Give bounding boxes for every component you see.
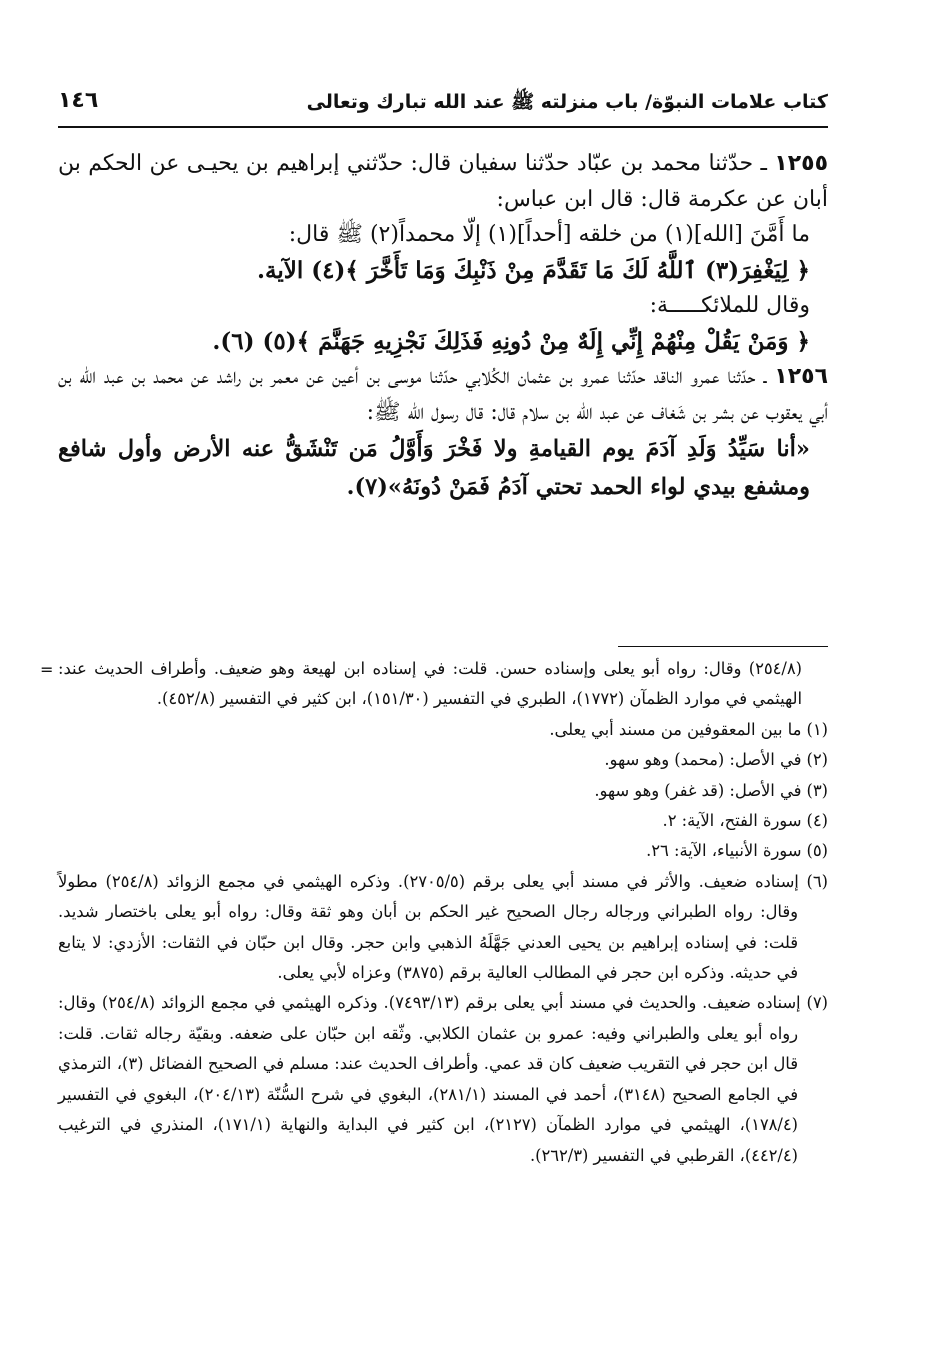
continuation-mark: = — [40, 660, 54, 679]
footnote-7: (٧) إسناده ضعيف. والحديث في مسند أبي يعلى برقم (٧٤٩٣/١٣). وذكره الهيثمي في مجمع الزوائد (٢٥٤/٨) وقال: رواه أبو يعلى والطبراني وفيه: عمرو بن عثمان الكلابي. وثّقه ابن حبّان على ضعفه. وبقيّة رجاله ثقات. قلت: قال ابن حجر في التقريب ضعيف كان قد عمي. وأطراف الحديث عند: مسلم في الصحيح الفضائل (٣)، الترمذي في الجامع الصحيح (٣١٤٨)، أحمد في المسند (٢٨١/١)، البغوي في شرح السُّنّة (٢٠٤/١٣)، البغوي في التفسير (١٧٨/٤)، الهيثمي في موارد الظمآن (٢١٢٧)، ابن كثير في البداية والنهاية (١٧١/١)، المنذري في الترغيب (٤٤٢/٤)، القرطبي في التفسير (٢٦٢/٣). — [58, 993, 828, 1165]
running-header — [58, 86, 828, 128]
hadith-1256-matn: «أنا سَيِّدُ وَلَدِ آدَمَ يوم القيامةِ ولا فَخْرَ وَأَوَّلُ مَن تَنْشَقُّ عنه الأرض وأول شافع ومشفع بيدي لواء الحمد تحتي آدَمُ فَمَنْ دُونَهُ»(٧). — [58, 436, 810, 500]
quran-verse-fath: ﴿ لِيَغْفِرَ(٣) ٱللَّهُ لَكَ مَا تَقَدَّمَ مِنْ ذَنْبِكَ وَمَا تَأَخَّرَ ﴾(٤) الآية. — [257, 256, 810, 284]
page-number: ١٤٦ — [58, 88, 99, 113]
quran-verse-anbiya: ﴿ وَمَنْ يَقُلْ مِنْهُمْ إِنِّي إِلَهٌ مِنْ دُونِهِ فَذَلِكَ نَجْزِيهِ جَهَنَّمَ ﴾(٥) (٦). — [212, 327, 810, 355]
footnote-1: (١) ما بين المعقوفين من مسند أبي يعلى. — [549, 719, 828, 739]
hadith-1255-line1: ما أَمَّنَ [الله](١) من خلقه [أحداً](١) إلّا محمداً(٢) ﷺ قال: — [288, 222, 810, 247]
footnote-5: (٥) سورة الأنبياء، الآية: ٢٦. — [646, 841, 828, 861]
hadith-number-1256: ١٢٥٦ — [774, 364, 828, 389]
main-text — [58, 146, 828, 506]
footnote-2: (٢) في الأصل: (محمد) وهو سهو. — [604, 750, 828, 770]
hadith-1255-line2: وقال للملائكـــــة: — [649, 293, 810, 318]
header-title: كتاب علامات النبوّة/ باب منزلته ﷺ عند الله تبارك وتعالى — [306, 91, 828, 113]
hadith-1256-isnad-text: ـ حدّثنا عمرو الناقد حدّثنا عمرو بن عثمان الكُلابي حدّثنا موسى بن أعين عن معمر بن راشد عن محمد بن عبد الله بن أبي يعقوب عن بشر بن شَغاف عن عبد الله بن سلام قال: قال رسول الله ﷺ: — [58, 364, 828, 425]
footnote-3: (٣) في الأصل: (قد غفر) وهو سهو. — [594, 780, 828, 800]
hadith-1255-isnad — [58, 146, 828, 217]
hadith-1256-isnad — [58, 359, 828, 430]
hadith-number-1255: ١٢٥٥ — [774, 151, 828, 176]
footnote-4: (٤) سورة الفتح، الآية: ٢. — [662, 811, 828, 831]
footnote-separator — [618, 646, 828, 647]
hadith-1255-isnad-text: ـ حدّثنا محمد بن عبّاد حدّثنا سفيان قال: حدّثني إبراهيم بن يحيـى عن الحكم بن أبان عن عكرمة قال: قال ابن عباس: — [58, 151, 828, 212]
footnote-6: (٦) إسناده ضعيف. والأثر في مسند أبي يعلى برقم (٢٧٠٥/٥). وذكره الهيثمي في مجمع الزوائد (٢٥٤/٨) مطولاً وقال: رواه الطبراني ورجاله رجال الصحيح غير الحكم بن أبان وهو ثقة وقال: رواه أبو يعلى باختصار شديد. قلت: في إسناده إبراهيم بن يحيى العدني جَهَّلَهُ الذهبي وابن حجر. وقال ابن حبّان في الثقات: الأزدي: لا يتابع في حديثه. وذكره ابن حجر في المطالب العالية برقم (٣٨٧٥) وعزاه لأبي يعلى. — [58, 871, 828, 983]
footnotes — [58, 654, 828, 1171]
footnote-continuation: (٢٥٤/٨) وقال: رواه أبو يعلى وإسناده حسن. قلت: في إسناده ابن لهيعة وهو ضعيف. وأطراف الحديث عند: الهيثمي في موارد الظمآن (١٧٧٢)، الطبري في التفسير (١٥١/٣٠)، ابن كثير في التفسير (٤٥٢/٨). — [58, 659, 802, 709]
